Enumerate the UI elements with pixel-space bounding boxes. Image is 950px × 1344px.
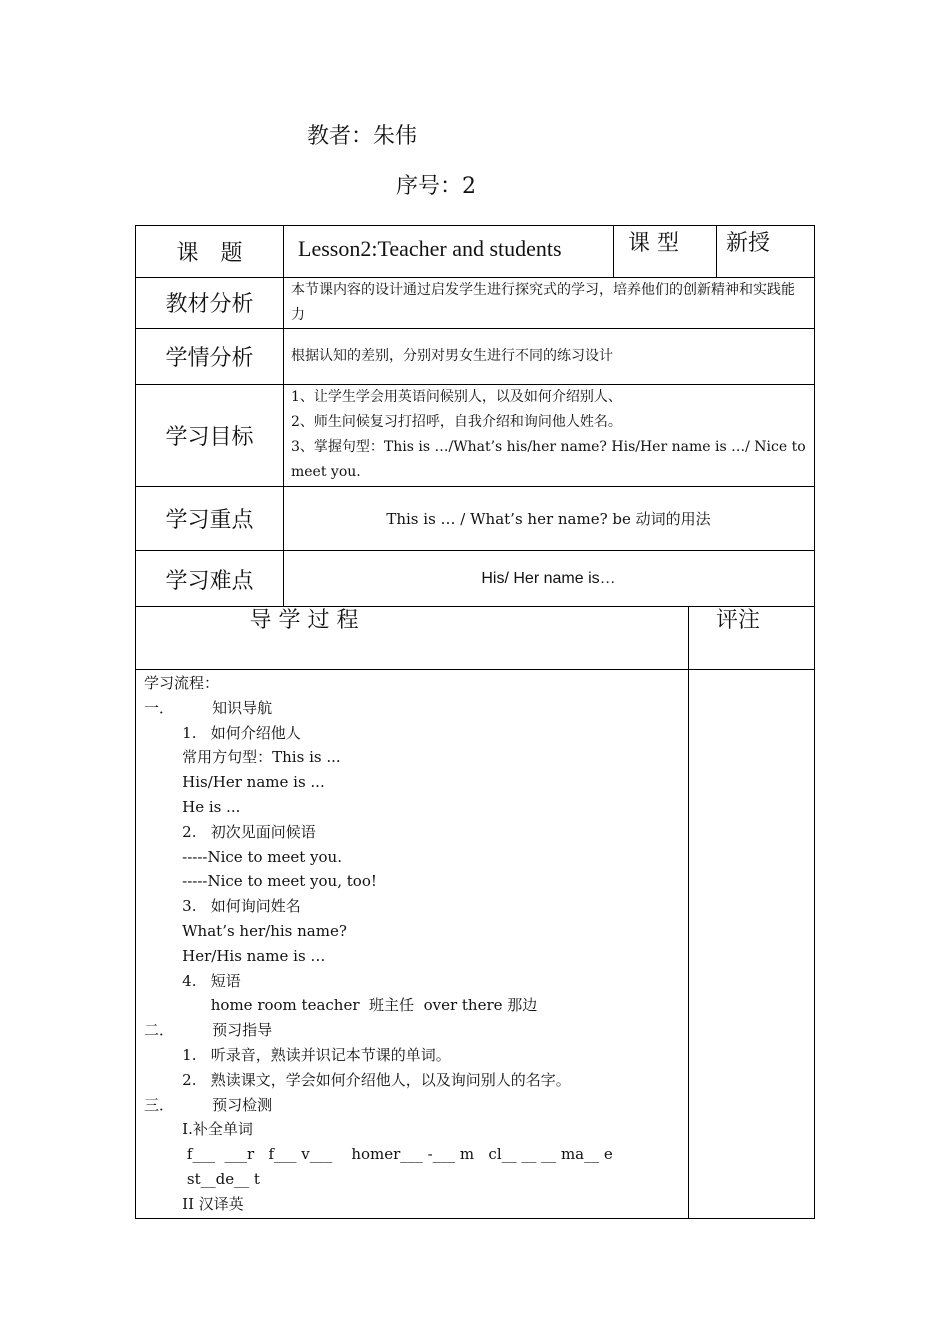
process-line: I.补全单词 bbox=[144, 1120, 253, 1139]
process-line: 学习流程： bbox=[144, 674, 220, 692]
process-line: 常用方句型：This is ... bbox=[144, 748, 341, 767]
process-line: -----Nice to meet you, too! bbox=[144, 872, 377, 891]
material-analysis-content: 本节课内容的设计通过启发学生进行探究式的学习，培养他们的创新精神和实践能力 bbox=[291, 282, 795, 323]
process-line: 二． 预习指导 bbox=[144, 1021, 273, 1040]
topic-label: 课 题 bbox=[176, 241, 243, 266]
sequence-number: 序号：2 bbox=[396, 174, 476, 199]
process-table bbox=[135, 606, 815, 1219]
process-line: st__de__ t bbox=[144, 1169, 260, 1188]
process-line: Her/His name is … bbox=[144, 946, 326, 965]
notes-column bbox=[689, 669, 814, 1219]
process-line: 4. 短语 bbox=[144, 971, 241, 990]
process-title: 导 学 过 程 bbox=[249, 608, 359, 633]
topic-value: Lesson2:Teacher and students bbox=[298, 236, 562, 261]
student-analysis-content: 根据认知的差别，分别对男女生进行不同的练习设计 bbox=[291, 347, 613, 364]
process-lines bbox=[144, 671, 613, 1217]
type-value: 新授 bbox=[726, 231, 771, 256]
process-line: home room teacher 班主任 over there 那边 bbox=[144, 996, 538, 1015]
objective-line-3: 3、掌握句型：This is …/What’s his/her name? His/Her name is …/ Nice to meet you. bbox=[291, 439, 806, 480]
key-points-label: 学习重点 bbox=[165, 507, 254, 533]
material-analysis-label: 教材分析 bbox=[165, 292, 254, 317]
difficult-points-label: 学习难点 bbox=[165, 568, 254, 594]
key-points-content: This is … / What’s her name? be 动词的用法 bbox=[386, 509, 711, 528]
type-label: 课 型 bbox=[628, 231, 679, 256]
process-line: He is ... bbox=[144, 797, 241, 816]
process-line: 1. 如何介绍他人 bbox=[144, 723, 301, 742]
difficult-points-content: His/ Her name is… bbox=[481, 570, 616, 587]
student-analysis-label: 学情分析 bbox=[165, 345, 254, 371]
process-line: 一． 知识导航 bbox=[144, 698, 273, 717]
process-line: f___ ___r f___ v___ homer___ -___ m cl__ __ __ ma__ e bbox=[144, 1145, 613, 1164]
notes-title: 评注 bbox=[716, 608, 761, 633]
process-line: 三． 预习检测 bbox=[144, 1095, 273, 1114]
process-line: What’s her/his name? bbox=[144, 921, 347, 940]
process-line: 1. 听录音，熟读并识记本节课的单词。 bbox=[144, 1045, 451, 1064]
process-line: 2. 熟读课文，学会如何介绍他人，以及询问别人的名字。 bbox=[144, 1070, 571, 1089]
process-line: -----Nice to meet you. bbox=[144, 847, 342, 866]
learning-objectives-label: 学习目标 bbox=[165, 424, 254, 450]
process-line: His/Her name is ... bbox=[144, 773, 325, 792]
objective-line-1: 1、让学生学会用英语问候别人，以及如何介绍别人、 bbox=[291, 389, 622, 405]
process-line: 2. 初次见面问候语 bbox=[144, 822, 316, 841]
teacher-name: 教者：朱伟 bbox=[307, 124, 418, 149]
lesson-info-table bbox=[135, 225, 815, 607]
process-content bbox=[136, 669, 688, 1219]
learning-objectives-content bbox=[283, 384, 814, 486]
process-line: 3. 如何询问姓名 bbox=[144, 897, 301, 916]
process-line: II 汉译英 bbox=[144, 1194, 244, 1213]
objective-line-2: 2、师生问候复习打招呼，自我介绍和询问他人姓名。 bbox=[291, 414, 622, 430]
